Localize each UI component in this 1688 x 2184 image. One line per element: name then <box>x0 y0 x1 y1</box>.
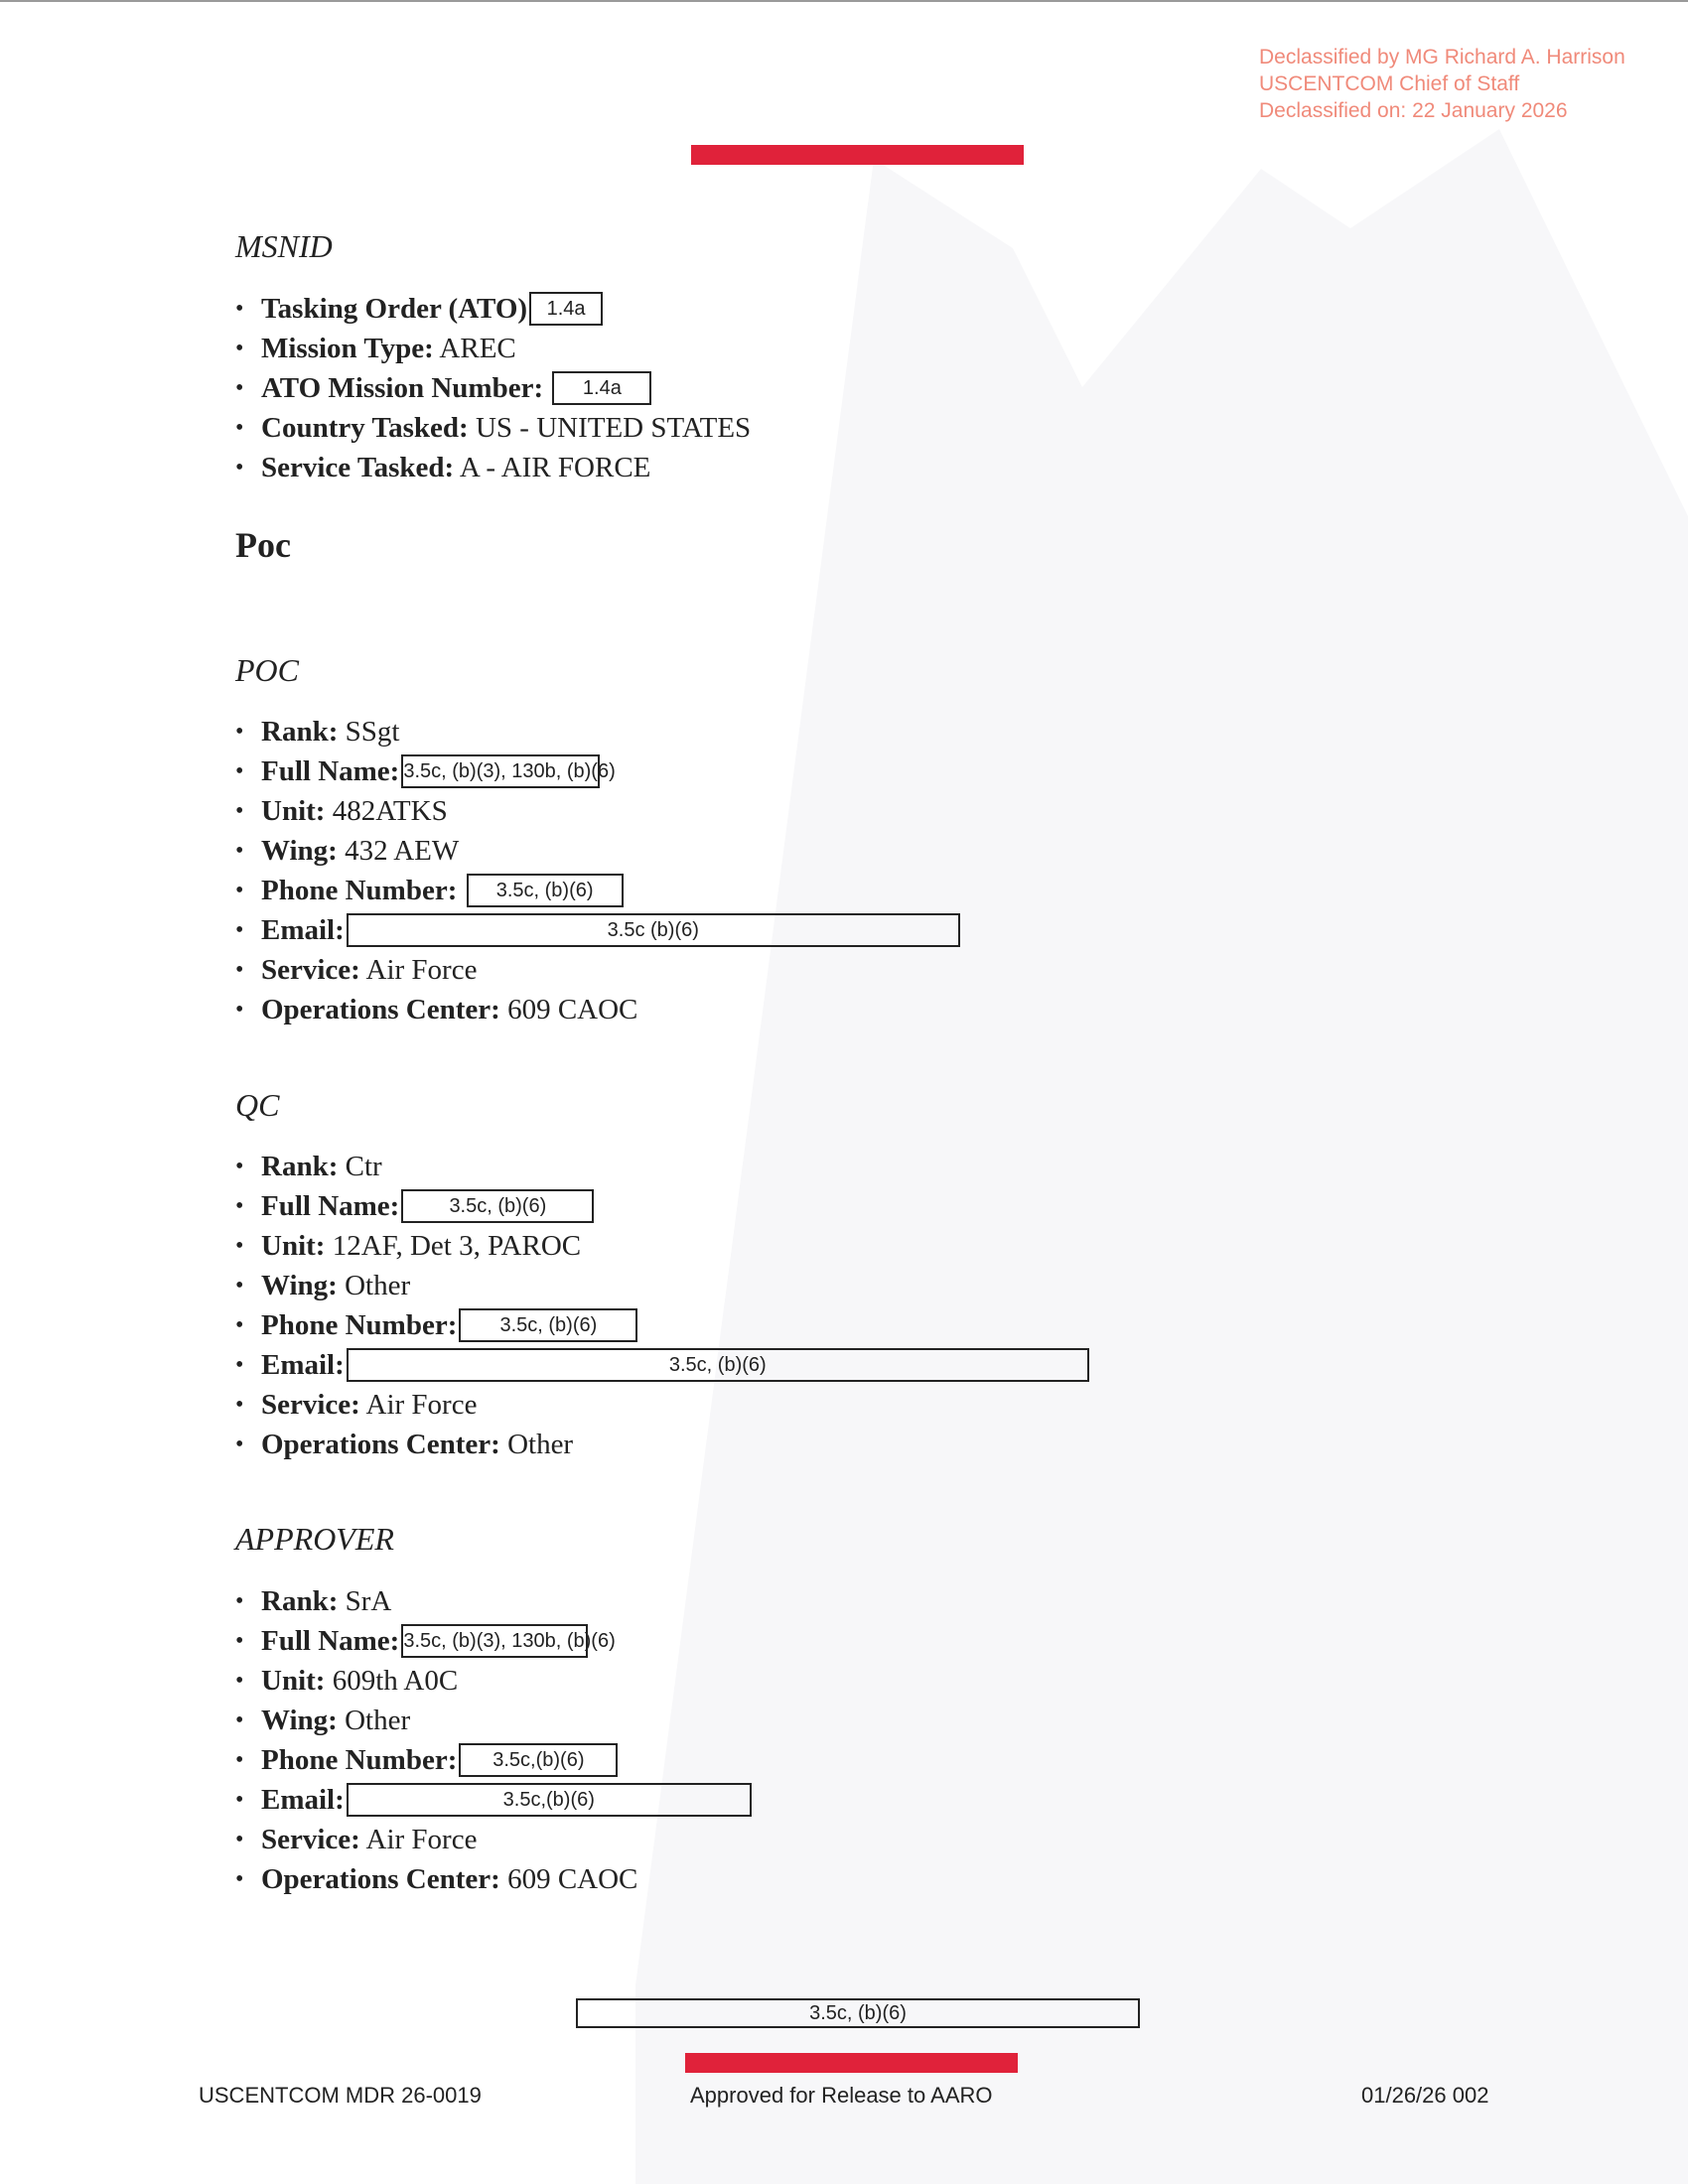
field-country-tasked <box>235 408 751 448</box>
field-value: 482ATKS <box>332 795 448 827</box>
field-label: Full Name: <box>261 755 400 787</box>
field-full-name <box>235 751 960 791</box>
field-value: Other <box>345 1270 411 1301</box>
footer-page-code: 01/26/26 002 <box>1361 2083 1489 2108</box>
field-value: 609 CAOC <box>507 1863 638 1895</box>
field-wing <box>235 1701 752 1740</box>
field-label: Rank: <box>261 1585 339 1617</box>
field-value: Other <box>507 1429 574 1460</box>
field-label: Service: <box>261 1824 360 1855</box>
section-title-poc: POC <box>235 652 299 688</box>
heading-poc: Poc <box>235 525 291 565</box>
field-service-tasked <box>235 448 751 487</box>
field-phone-number <box>235 1305 1089 1345</box>
approver-field-list <box>235 1581 752 1899</box>
field-value: 12AF, Det 3, PAROC <box>332 1230 582 1262</box>
field-label: Tasking Order (ATO) <box>261 293 528 325</box>
bottom-redaction-box: 3.5c, (b)(6) <box>576 1998 1140 2028</box>
field-full-name <box>235 1621 752 1661</box>
section-title-msnid: MSNID <box>235 228 333 264</box>
redaction-box: 3.5c,(b)(6) <box>347 1783 752 1817</box>
field-label: Phone Number: <box>261 1309 458 1341</box>
field-unit <box>235 1661 752 1701</box>
footer-release-note: Approved for Release to AARO <box>690 2083 993 2108</box>
field-value: SSgt <box>345 716 400 748</box>
field-label: Unit: <box>261 1230 326 1262</box>
field-label: Email: <box>261 1784 345 1816</box>
field-unit <box>235 791 960 831</box>
field-value: AREC <box>439 333 516 364</box>
field-label: Wing: <box>261 1270 338 1301</box>
field-value: 432 AEW <box>345 835 460 867</box>
field-wing <box>235 1266 1089 1305</box>
msnid-field-list <box>235 289 751 487</box>
field-label: Operations Center: <box>261 994 500 1025</box>
field-value: US - UNITED STATES <box>475 412 752 444</box>
field-operations-center <box>235 990 960 1029</box>
redaction-box: 1.4a <box>529 292 603 326</box>
section-title-approver: APPROVER <box>235 1521 394 1557</box>
field-label: Phone Number: <box>261 1744 458 1776</box>
field-label: Email: <box>261 1349 345 1381</box>
field-label: Rank: <box>261 1151 339 1182</box>
field-value: Air Force <box>365 1389 478 1421</box>
redaction-box: 3.5c, (b)(6) <box>459 1308 637 1342</box>
redaction-box: 3.5c, (b)(6) <box>401 1189 594 1223</box>
field-label: Email: <box>261 914 345 946</box>
redaction-box: 3.5c, (b)(3), 130b, (b)(6) <box>401 1624 588 1658</box>
field-label: Operations Center: <box>261 1863 500 1895</box>
top-classification-bar <box>691 145 1024 165</box>
field-phone-number <box>235 1740 752 1780</box>
field-ato-mission-number <box>235 368 751 408</box>
field-label: Full Name: <box>261 1190 400 1222</box>
redaction-box: 3.5c, (b)(3), 130b, (b)(6) <box>401 754 600 788</box>
field-label: Wing: <box>261 835 338 867</box>
field-value: A - AIR FORCE <box>459 452 651 483</box>
field-wing <box>235 831 960 871</box>
field-value: Ctr <box>345 1151 382 1182</box>
field-value: Air Force <box>365 954 478 986</box>
field-service <box>235 1385 1089 1425</box>
stamp-line-1: Declassified by MG Richard A. Harrison <box>1259 46 1625 68</box>
poc-field-list <box>235 712 960 1029</box>
field-value: Other <box>345 1705 411 1736</box>
stamp-line-2: USCENTCOM Chief of Staff <box>1259 72 1520 95</box>
field-rank <box>235 1581 752 1621</box>
field-label: Rank: <box>261 716 339 748</box>
field-email <box>235 910 960 950</box>
field-email <box>235 1780 752 1820</box>
field-label: Full Name: <box>261 1625 400 1657</box>
redaction-box: 1.4a <box>552 371 651 405</box>
field-label: Service: <box>261 1389 360 1421</box>
field-phone-number <box>235 871 960 910</box>
field-email <box>235 1345 1089 1385</box>
field-label: Service: <box>261 954 360 986</box>
field-label: ATO Mission Number: <box>261 372 544 404</box>
field-operations-center <box>235 1859 752 1899</box>
field-value: Air Force <box>365 1824 478 1855</box>
redaction-box: 3.5c, (b)(6) <box>467 874 624 907</box>
field-value: 609th A0C <box>332 1665 459 1697</box>
field-label: Wing: <box>261 1705 338 1736</box>
declassification-stamp <box>1259 44 1625 124</box>
field-label: Service Tasked: <box>261 452 455 483</box>
redaction-box: 3.5c,(b)(6) <box>459 1743 618 1777</box>
field-service <box>235 1820 752 1859</box>
field-label: Mission Type: <box>261 333 434 364</box>
bottom-classification-bar <box>685 2053 1018 2073</box>
redaction-box: 3.5c, (b)(6) <box>347 1348 1089 1382</box>
field-tasking-order <box>235 289 751 329</box>
field-full-name <box>235 1186 1089 1226</box>
qc-field-list <box>235 1147 1089 1464</box>
section-title-qc: QC <box>235 1087 280 1123</box>
field-value: 609 CAOC <box>507 994 638 1025</box>
field-label: Unit: <box>261 1665 326 1697</box>
field-label: Country Tasked: <box>261 412 469 444</box>
footer-mdr-number: USCENTCOM MDR 26-0019 <box>199 2083 482 2108</box>
field-operations-center <box>235 1425 1089 1464</box>
field-label: Phone Number: <box>261 875 458 906</box>
field-rank <box>235 1147 1089 1186</box>
stamp-line-3: Declassified on: 22 January 2026 <box>1259 99 1568 122</box>
field-value: SrA <box>345 1585 392 1617</box>
redaction-box: 3.5c (b)(6) <box>347 913 960 947</box>
field-unit <box>235 1226 1089 1266</box>
field-service <box>235 950 960 990</box>
field-label: Operations Center: <box>261 1429 500 1460</box>
field-mission-type <box>235 329 751 368</box>
field-label: Unit: <box>261 795 326 827</box>
field-rank <box>235 712 960 751</box>
